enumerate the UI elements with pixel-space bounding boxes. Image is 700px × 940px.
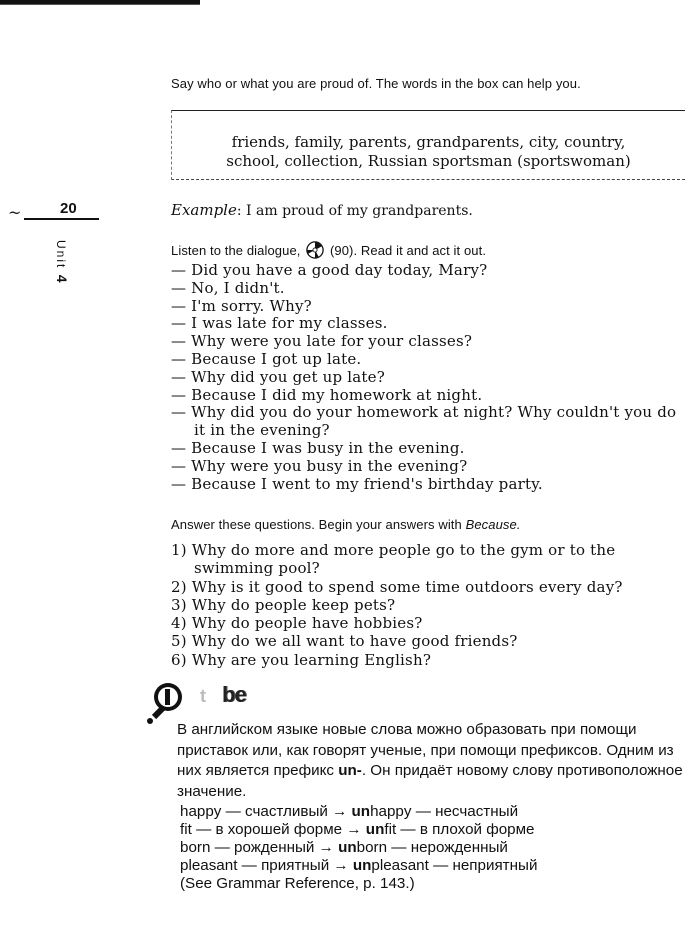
wf-rest: fit: [384, 821, 397, 838]
task3-instruction-italic: Because.: [465, 517, 521, 532]
questions-list: [171, 541, 691, 669]
dialogue-line: — Because I went to my friend's birthday party.: [171, 474, 543, 493]
wf-derived-ru: — нерожденный: [391, 839, 508, 856]
rule-prefix: un-: [338, 762, 362, 779]
dialogue-list: [171, 262, 691, 493]
rule-heading: [200, 682, 246, 708]
task2-instruction-before: Listen to the dialogue,: [171, 243, 301, 258]
question-item: 1) Why do more and more people go to the gym or to the swimming pool?: [171, 541, 616, 578]
question-item: 4) Why do people have hobbies?: [171, 614, 423, 633]
question-item: 5) Why do we all want to have good friends?: [171, 632, 518, 651]
question-item: 6) Why are you learning English?: [171, 650, 432, 669]
dialogue-line: — I was late for my classes.: [171, 314, 388, 333]
word-formation-list: [180, 803, 537, 893]
wf-base-ru: — счастливый: [225, 803, 328, 820]
word-box-line-1: friends, family, parents, grandparents, city, country,: [231, 133, 626, 151]
dialogue-line: — Because I did my homework at night.: [171, 385, 483, 404]
wf-prefix: un: [365, 821, 385, 838]
example-label: Example: [171, 201, 237, 219]
word-formation-row: [180, 839, 537, 857]
dialogue-line: — Why did you get up late?: [171, 367, 385, 386]
arrow-icon: →: [318, 839, 334, 856]
task2-instruction: [171, 241, 486, 259]
page-tilde: ~: [8, 203, 22, 222]
wf-base: happy: [180, 803, 222, 820]
dialogue-line: — Why were you busy in the evening?: [171, 456, 468, 475]
dialogue-line: — Because I got up late.: [171, 349, 362, 368]
unit-number: 4: [54, 274, 70, 285]
rule-paragraph-before: В английском языке новые слова можно образовать при помощи приставок или, как говорят ученые, при помощи префиксов. Одним из них является префикс: [177, 721, 674, 779]
wf-base-ru: — приятный: [241, 857, 330, 874]
word-box: [171, 110, 685, 180]
grammar-reference: (See Grammar Reference, p. 143.): [180, 875, 415, 892]
unit-label: [54, 240, 70, 284]
unit-word: Unit: [54, 240, 68, 270]
question-item: 2) Why is it good to spend some time outdoors every day?: [171, 577, 623, 596]
word-formation-row: [180, 821, 537, 839]
wf-base: pleasant: [180, 857, 238, 874]
wf-prefix: un: [338, 839, 357, 856]
wf-base-ru: — рожденный: [214, 839, 315, 856]
dialogue-line: — Why were you late for your classes?: [171, 332, 473, 351]
page-number: 20: [60, 200, 77, 217]
rule-paragraph-after: . Он придаёт новому слову противоположное значение.: [177, 762, 683, 800]
wf-derived-ru: — в плохой форме: [400, 821, 535, 838]
dialogue-line: — Did you have a good day today, Mary?: [171, 261, 488, 279]
arrow-icon: →: [346, 821, 362, 838]
wf-base-ru: — в хорошей форме: [196, 821, 343, 838]
example-text: : I am proud of my grandparents.: [236, 203, 473, 219]
rule-heading-text: be: [222, 682, 246, 707]
dialogue-line: — No, I didn't.: [171, 278, 285, 297]
task3-instruction-text: Answer these questions. Begin your answers with: [171, 517, 466, 532]
dialogue-line: — Because I was busy in the evening.: [171, 438, 465, 457]
word-box-line-2: school, collection, Russian sportsman (sportswoman): [226, 152, 631, 170]
arrow-icon: →: [332, 803, 348, 820]
task3-instruction: [171, 517, 521, 532]
rule-heading-faint: t: [200, 686, 206, 706]
cd-audio-icon: [306, 241, 324, 259]
arrow-icon: →: [333, 857, 349, 874]
wf-prefix: un: [351, 803, 371, 820]
example-line: [171, 201, 473, 219]
dialogue-line: — Why did you do your homework at night? Why couldn't you do it in the evening?: [171, 403, 677, 440]
wf-prefix: un: [352, 857, 372, 874]
page-number-rule: [24, 218, 99, 220]
wf-derived-ru: — несчастный: [415, 803, 519, 820]
top-edge-bar-thin: [0, 4, 200, 5]
rule-paragraph: [177, 720, 687, 802]
question-item: 3) Why do people keep pets?: [171, 595, 396, 614]
dialogue-line: — I'm sorry. Why?: [171, 296, 312, 315]
wf-rest: born: [356, 839, 388, 856]
word-box-text: [172, 133, 685, 171]
word-formation-row: [180, 857, 537, 875]
task2-instruction-after: (90). Read it and act it out.: [329, 243, 487, 258]
wf-rest: happy: [370, 803, 412, 820]
wf-derived-ru: — неприятный: [433, 857, 538, 874]
wf-rest: pleasant: [371, 857, 429, 874]
wf-base: fit: [180, 821, 192, 838]
word-formation-row: [180, 803, 537, 821]
task1-instruction: Say who or what you are proud of. The words in the box can help you.: [171, 76, 581, 91]
wf-base: born: [180, 839, 211, 856]
